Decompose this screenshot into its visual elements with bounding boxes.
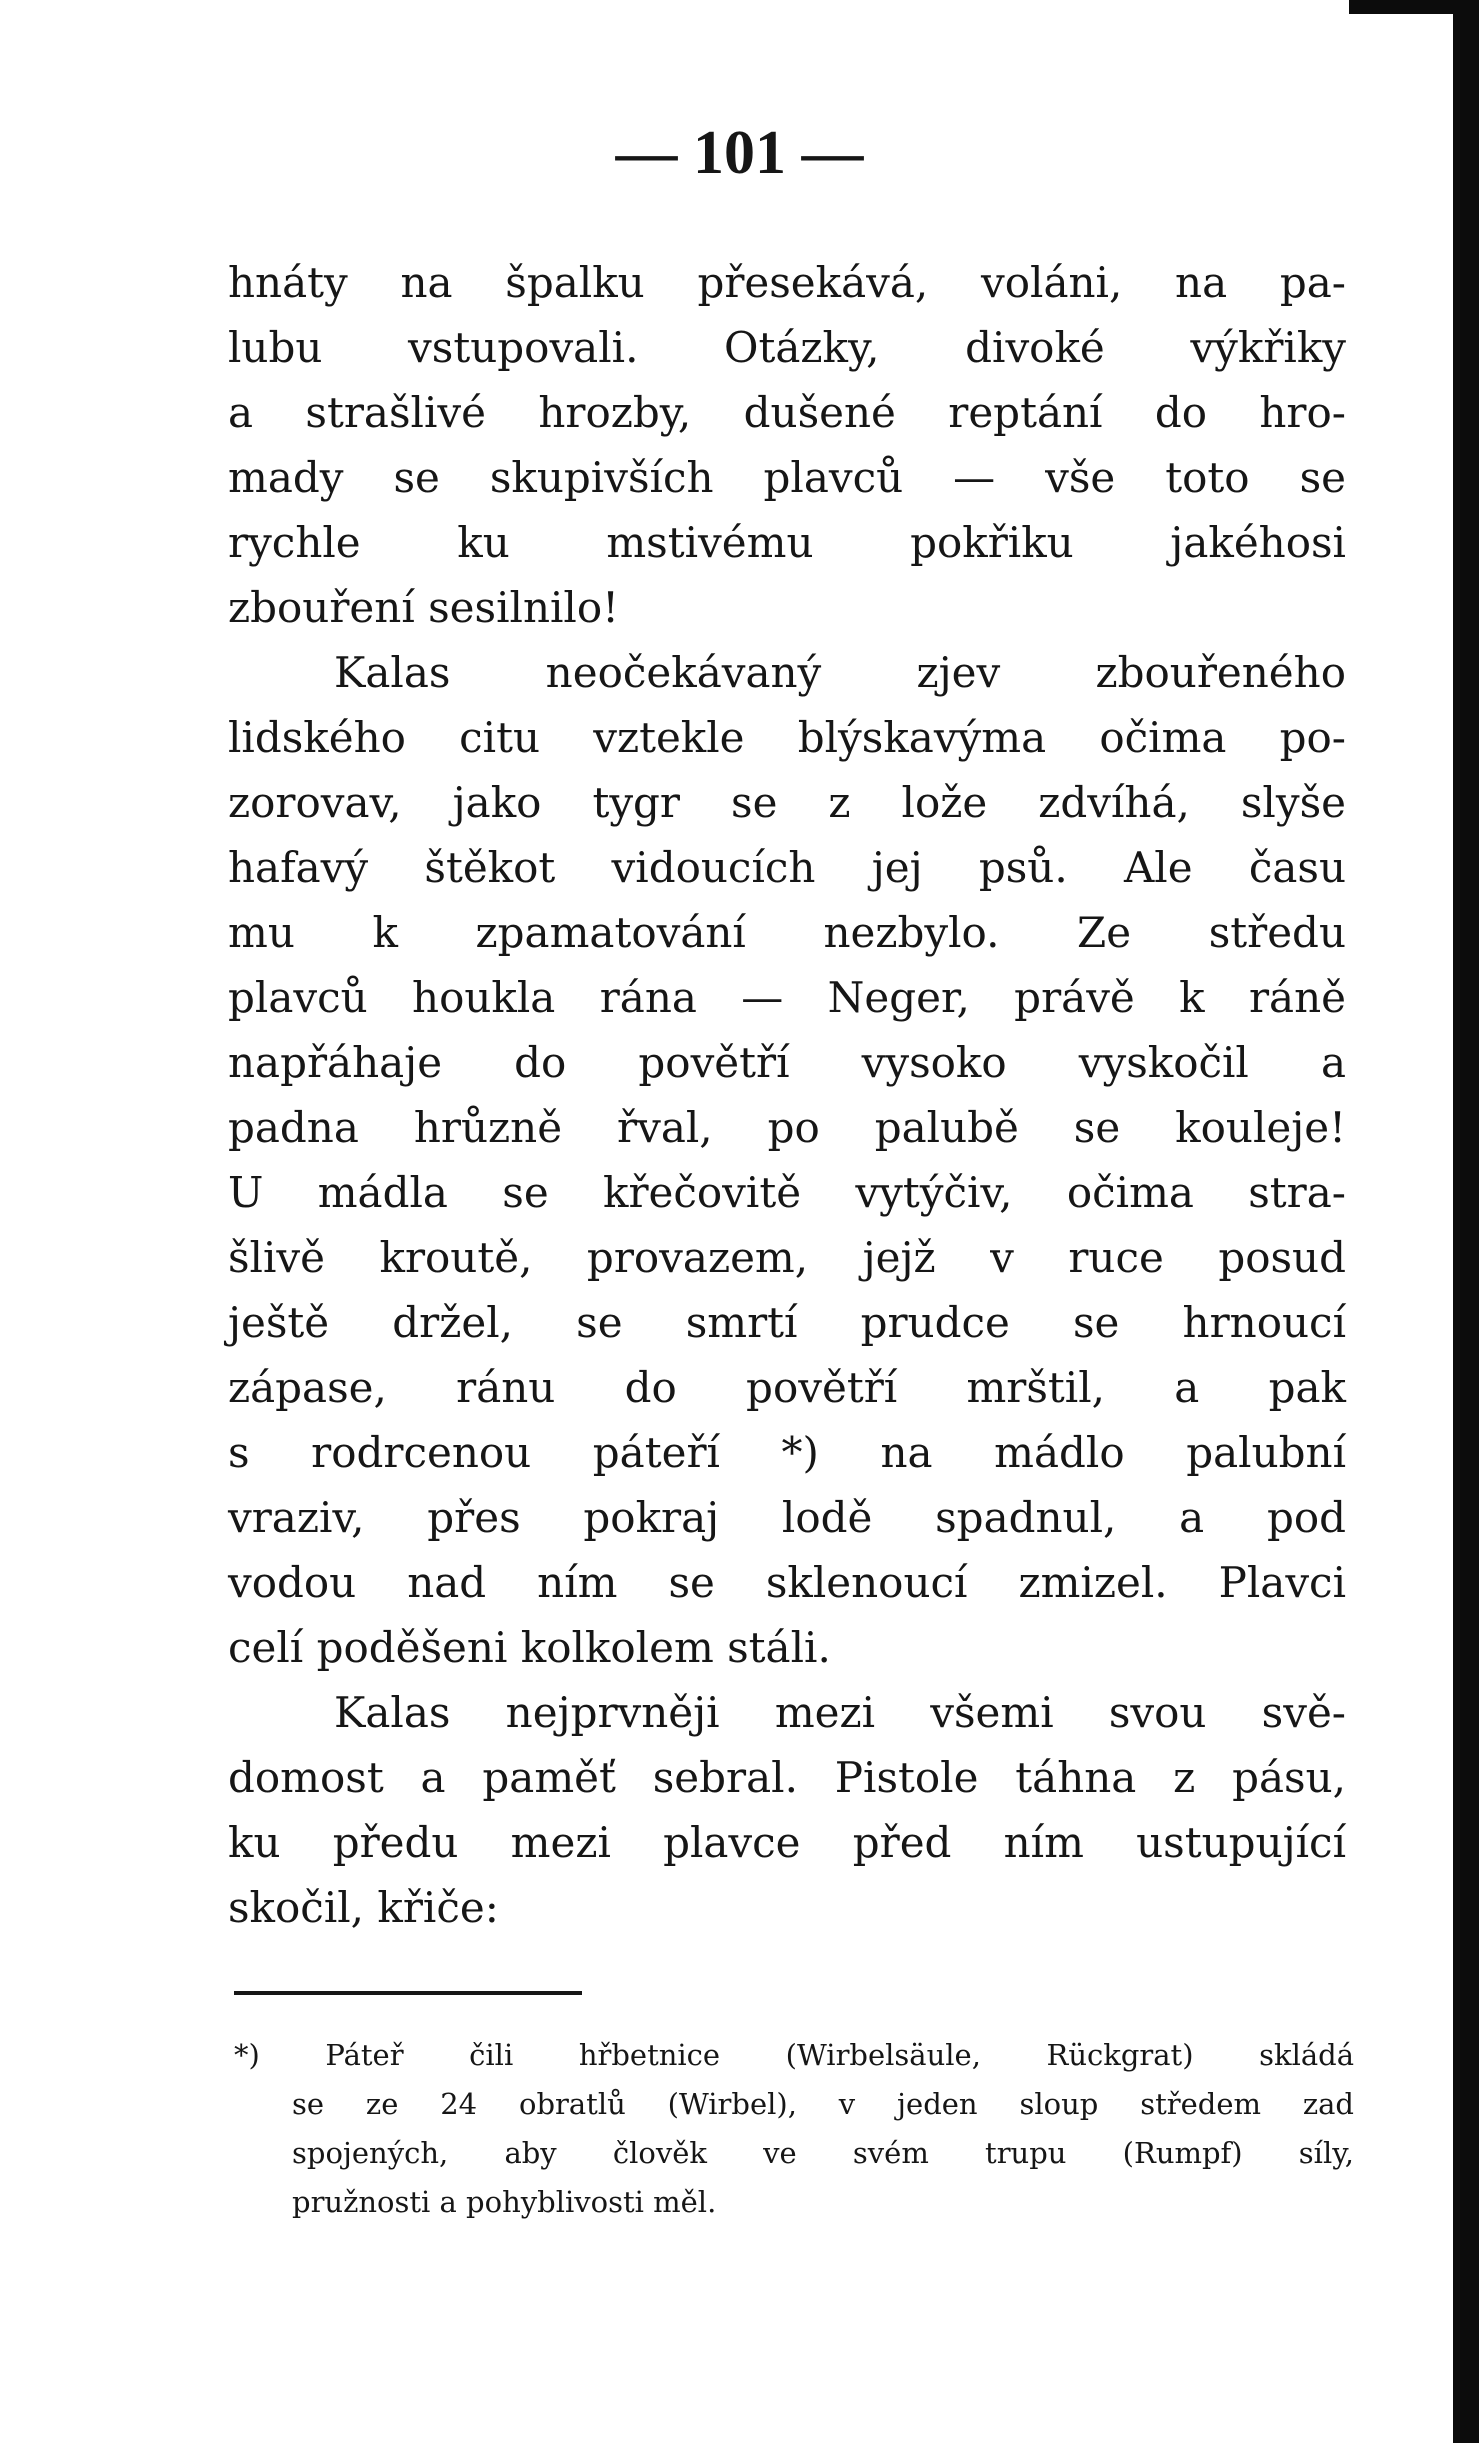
text-line: mady se skupivších plavců — vše toto se (228, 453, 1346, 502)
text-line: zbouření sesilnilo! (228, 583, 620, 632)
text-line: napřáhaje do povětří vysoko vyskočil a (228, 1038, 1346, 1087)
footnote-line: *) Páteř čili hřbetnice (Wirbelsäule, Rückgrat) skládá (234, 2038, 1354, 2072)
text-line: vraziv, přes pokraj lodě spadnul, a pod (228, 1493, 1346, 1542)
text-line: hafavý štěkot vidoucích jej psů. Ale času (228, 843, 1346, 892)
footnote-line: spojených, aby člověk ve svém trupu (Rumpf) síly, (292, 2136, 1354, 2170)
text-line: šlivě kroutě, provazem, jejž v ruce posud (228, 1233, 1346, 1282)
text-line: lidského citu vztekle blýskavýma očima po- (228, 713, 1346, 762)
text-line: zorovav, jako tygr se z lože zdvíhá, slyše (228, 778, 1346, 827)
footnote-separator (234, 1991, 582, 1995)
text-line: lubu vstupovali. Otázky, divoké výkřiky (228, 323, 1346, 372)
footnote-line: se ze 24 obratlů (Wirbel), v jeden sloup středem zad (292, 2087, 1354, 2121)
text-line: s rodrcenou páteří *) na mádlo palubní (228, 1428, 1346, 1477)
text-line: zápase, ránu do povětří mrštil, a pak (228, 1363, 1346, 1412)
text-line: ku předu mezi plavce před ním ustupující (228, 1818, 1346, 1867)
text-line: U mádla se křečovitě vytýčiv, očima stra- (228, 1168, 1346, 1217)
text-line: vodou nad ním se sklenoucí zmizel. Plavci (228, 1558, 1346, 1607)
text-line: skočil, křiče: (228, 1883, 499, 1932)
page-number: — 101 — (615, 119, 864, 187)
text-line: hnáty na špalku přesekává, voláni, na pa- (228, 258, 1346, 307)
text-line: Kalas nejprvněji mezi všemi svou svě- (334, 1688, 1346, 1737)
page-edge-right (1453, 0, 1479, 2443)
text-line: rychle ku mstivému pokřiku jakéhosi (228, 518, 1346, 567)
text-line: padna hrůzně řval, po palubě se kouleje! (228, 1103, 1346, 1152)
text-line: ještě držel, se smrtí prudce se hrnoucí (228, 1298, 1346, 1347)
text-line: celí poděšeni kolkolem stáli. (228, 1623, 831, 1672)
text-line: mu k zpamatování nezbylo. Ze středu (228, 908, 1346, 957)
text-line: plavců houkla rána — Neger, právě k ráně (228, 973, 1346, 1022)
text-line: Kalas neočekávaný zjev zbouřeného (334, 648, 1346, 697)
footnote-line: pružnosti a pohyblivosti měl. (292, 2185, 717, 2219)
text-line: a strašlivé hrozby, dušené reptání do hro- (228, 388, 1346, 437)
text-line: domost a paměť sebral. Pistole táhna z pásu, (228, 1753, 1346, 1802)
